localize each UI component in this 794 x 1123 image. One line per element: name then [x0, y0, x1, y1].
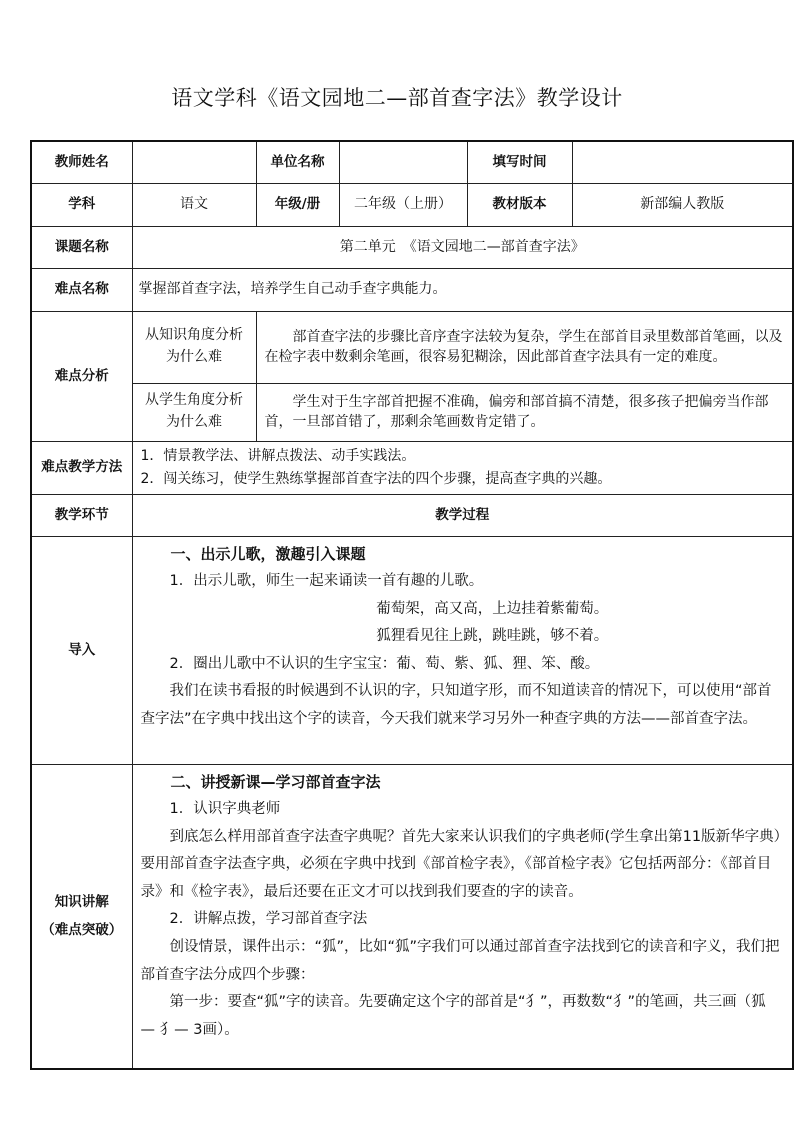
teaching-process-label: 教学过程: [132, 494, 793, 536]
difficulty-row: [31, 268, 793, 311]
subject-value: 语文: [132, 183, 256, 226]
intro-step-1: 1．出示儿歌，师生一起来诵读一首有趣的儿歌。: [169, 573, 484, 590]
knowledge-angle-label: 从知识角度分析为什么难: [132, 311, 256, 383]
subject-label: 学科: [31, 183, 132, 226]
lesson-plan-table: [30, 140, 794, 1070]
method-item-2: 2．闯关练习，使学生熟练掌握部首查字法的四个步骤，提高查字典的兴趣。: [140, 470, 612, 487]
unit-name-value: [339, 141, 467, 183]
edition-value: 新部编人教版: [572, 183, 793, 226]
methods-label: 难点教学方法: [31, 441, 132, 494]
document-title: 语文学科《语文园地二—部首查字法》教学设计: [171, 86, 623, 110]
teacher-name-value: [132, 141, 256, 183]
scenario-paragraph: 创设情景，课件出示：“狐”，比如“狐”字我们可以通过部首查字法找到它的读音和字义，我们把部首查字法分成四个步骤：: [140, 939, 780, 983]
knowledge-content: [132, 764, 793, 1069]
dictionary-paragraph: 到底怎么样用部首查字法查字典呢？首先大家来认识我们的字典老师(学生拿出第11版新华字典）要用部首查字法查字典，必须在字典中找到《部首检字表》，《部首检字表》它包括两部分：《部首目录》和《检字表》，最后还要在正文才可以找到我们要查的字的读音。: [140, 828, 781, 900]
first-step-paragraph: 第一步：要查“狐”字的读音。先要确定这个字的部首是“犭”，再数数“犭”的笔画，共三画（狐 — 犭— 3画）。: [140, 994, 766, 1038]
process-header-row: [31, 494, 793, 536]
methods-cell: [132, 441, 793, 494]
intro-content: [132, 536, 793, 764]
analysis-label: 难点分析: [31, 311, 132, 441]
edition-label: 教材版本: [467, 183, 572, 226]
song-line-2: 狐狸看见往上跳，跳哇跳，够不着。: [376, 628, 609, 645]
fill-time-value: [572, 141, 793, 183]
knowledge-heading: 二、讲授新课—学习部首查字法: [170, 772, 381, 791]
teaching-stage-label: 教学环节: [31, 494, 132, 536]
topic-label: 课题名称: [31, 226, 132, 268]
method-item-1: 1．情景教学法、讲解点拨法、动手实践法。: [140, 448, 416, 465]
knowledge-row: [31, 764, 793, 1069]
intro-row: [31, 536, 793, 764]
teacher-name-label: 教师姓名: [31, 141, 132, 183]
intro-step-2: 2．圈出儿歌中不认识的生字宝宝：葡、萄、紫、狐、狸、笨、酸。: [169, 655, 600, 672]
subject-row: [31, 183, 793, 226]
intro-heading: 一、出示儿歌，激趣引入课题: [170, 544, 366, 563]
grade-label: 年级/册: [256, 183, 339, 226]
analysis-knowledge-row: [31, 311, 793, 383]
methods-row: [31, 441, 793, 494]
fill-time-label: 填写时间: [467, 141, 572, 183]
topic-row: [31, 226, 793, 268]
student-angle-label: 从学生角度分析为什么难: [132, 383, 256, 441]
knowledge-angle-text: 部首查字法的步骤比音序查字法较为复杂，学生在部首目录里数部首笔画，以及在检字表中数剩余笔画，很容易犯糊涂，因此部首查字法具有一定的难度。: [264, 328, 783, 365]
analysis-student-row: [31, 383, 793, 441]
intro-label: 导入: [31, 536, 132, 764]
student-angle-cell: [256, 383, 793, 441]
song-line-1: 葡萄架，高又高，上边挂着紫葡萄。: [376, 600, 609, 617]
knowledge-label-cell: [31, 764, 132, 1069]
difficulty-value: 掌握部首查字法，培养学生自己动手查字典能力。: [132, 268, 793, 311]
knowledge-step-2: 2．讲解点拨，学习部首查字法: [169, 911, 368, 928]
topic-value: 第二单元 《语文园地二—部首查字法》: [132, 226, 793, 268]
knowledge-step-1: 1．认识字典老师: [169, 801, 281, 818]
teacher-row: [31, 141, 793, 183]
unit-name-label: 单位名称: [256, 141, 339, 183]
difficulty-breakthrough-label: （难点突破）: [41, 922, 123, 939]
knowledge-angle-cell: [256, 311, 793, 383]
grade-value: 二年级（上册）: [339, 183, 467, 226]
intro-paragraph: 我们在读书看报的时候遇到不认识的字，只知道字形，而不知道读音的情况下，可以使用“部首查字法”在字典中找出这个字的读音，今天我们就来学习另外一种查字典的方法——部首查字法。: [140, 683, 772, 728]
knowledge-label: 知识讲解: [54, 893, 109, 910]
student-angle-text: 学生对于生字部首把握不准确，偏旁和部首搞不清楚，很多孩子把偏旁当作部首，一旦部首错了，那剩余笔画数肯定错了。: [264, 393, 769, 430]
difficulty-label: 难点名称: [31, 268, 132, 311]
